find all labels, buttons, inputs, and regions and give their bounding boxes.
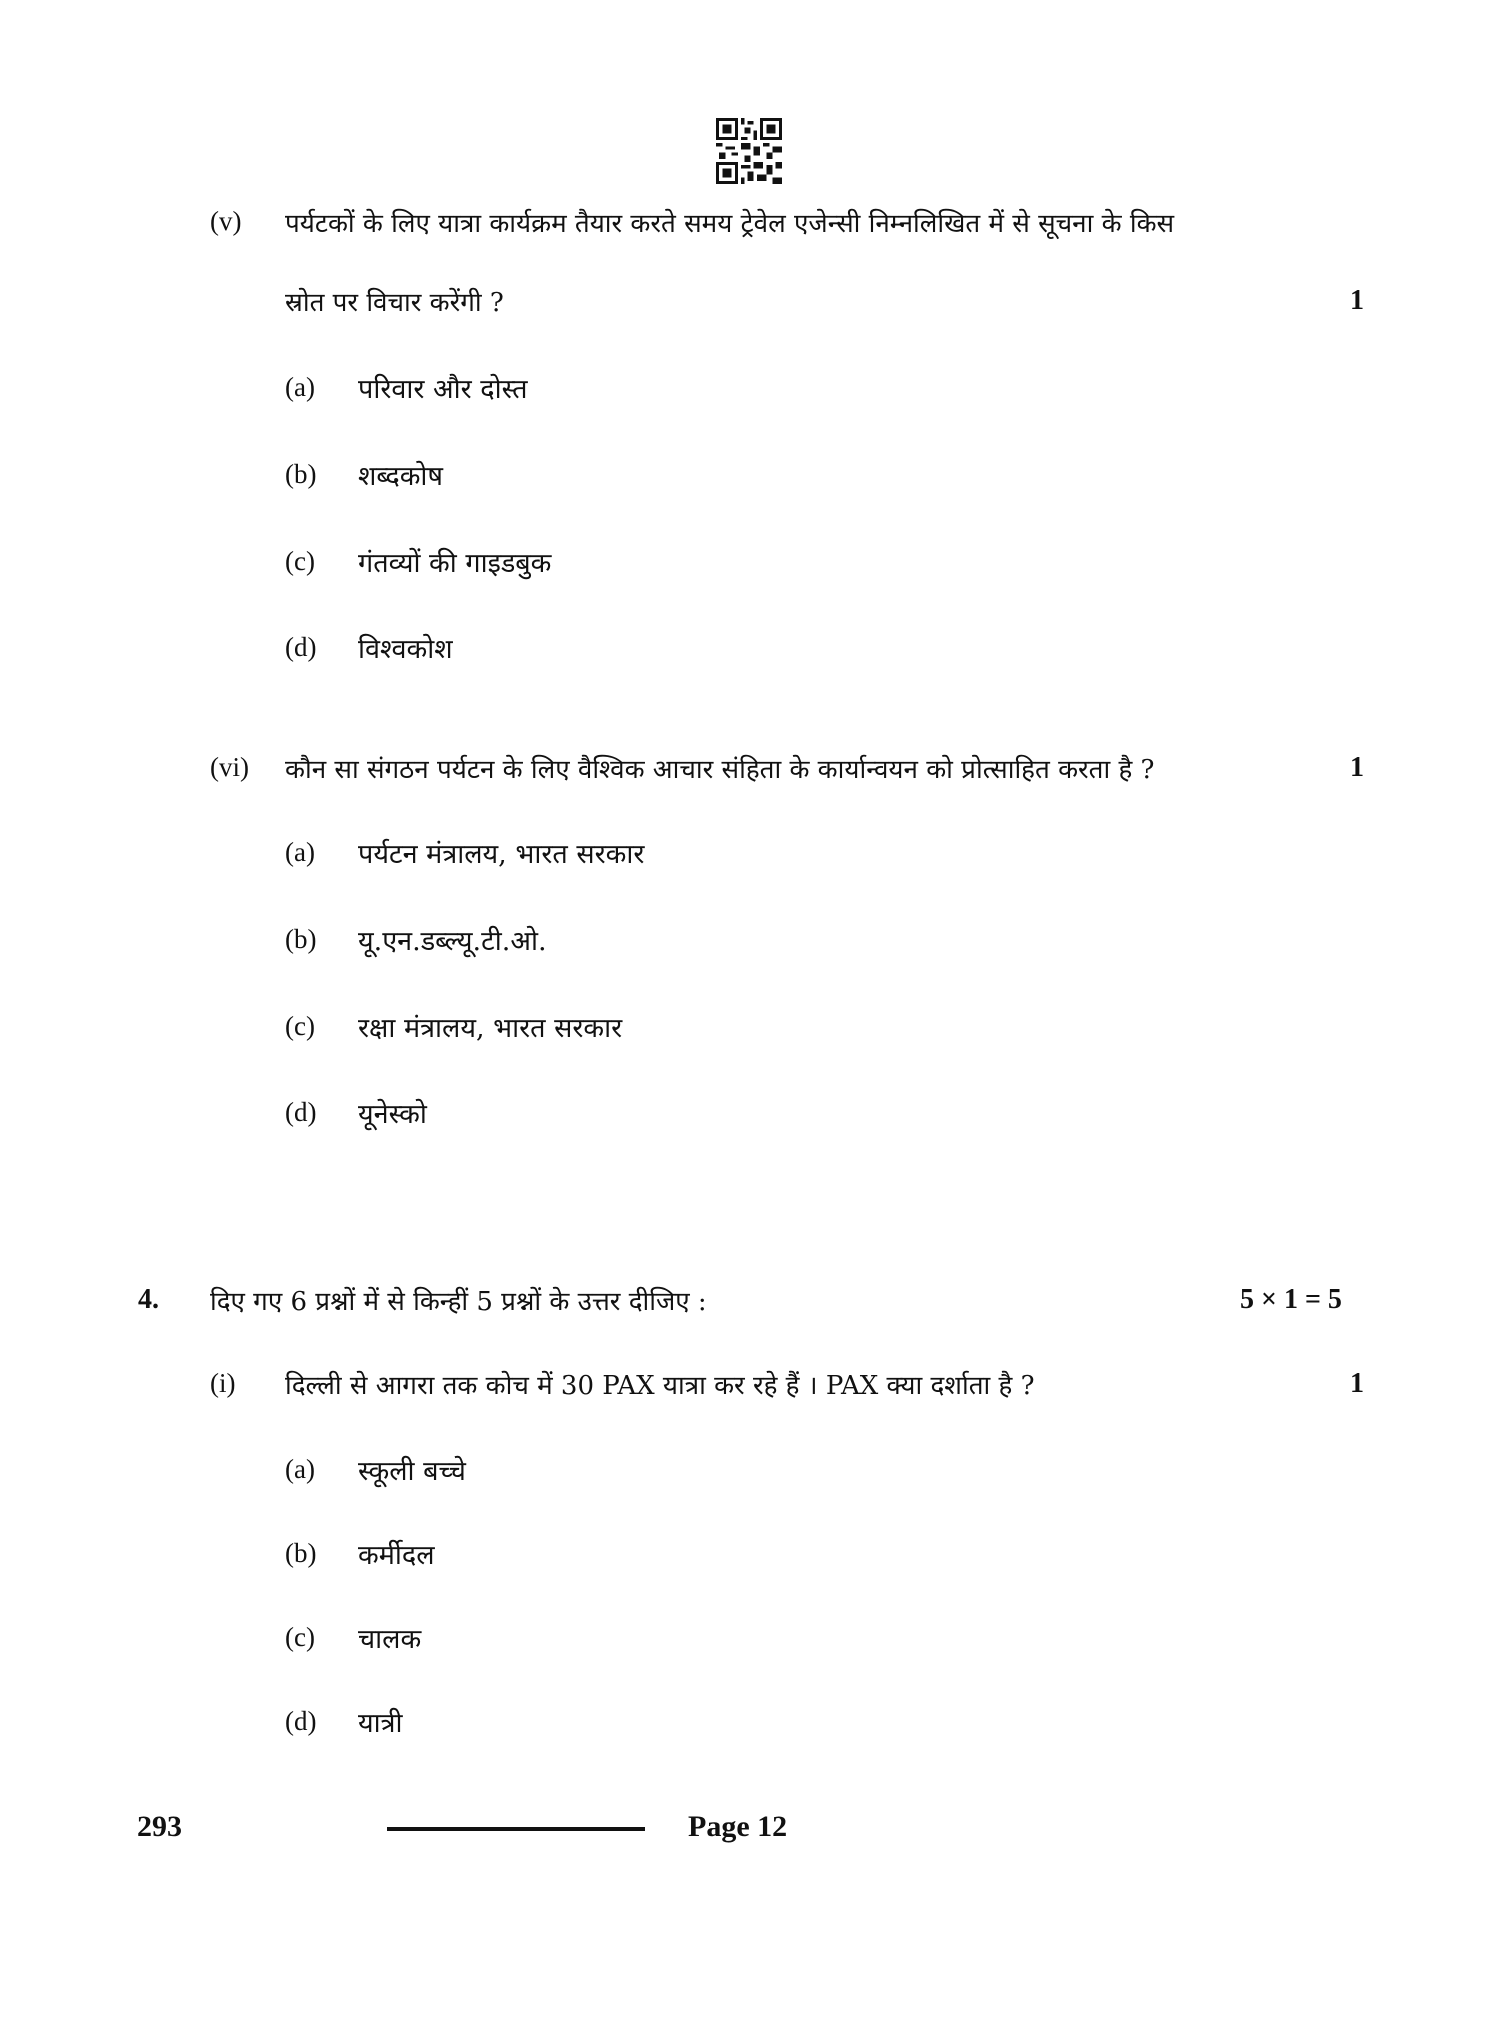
option-label: (b) (285, 459, 317, 489)
option-text: विश्वकोश (358, 634, 453, 665)
option-label: (b) (285, 924, 317, 954)
paper-code: 293 (137, 1810, 182, 1843)
question-vi-text: कौन सा संगठन पर्यटन के लिए वैश्विक आचार संहिता के कार्यान्वयन को प्रोत्साहित करता है ? (285, 755, 1155, 785)
question-v-text-line2: स्रोत पर विचार करेंगी ? (285, 288, 504, 318)
option-label: (a) (285, 837, 315, 867)
option-text: रक्षा मंत्रालय, भारत सरकार (358, 1013, 623, 1044)
option-text: पर्यटन मंत्रालय, भारत सरकार (358, 839, 645, 870)
option-label: (d) (285, 1706, 317, 1736)
question-4-marks: 5 × 1 = 5 (1240, 1284, 1342, 1315)
footer-divider (387, 1827, 645, 1831)
question-v-text-line1: पर्यटकों के लिए यात्रा कार्यक्रम तैयार करते समय ट्रेवेल एजेन्सी निम्नलिखित में से सूचना के किस (285, 209, 1175, 239)
option-label: (a) (285, 1454, 315, 1484)
question-4-i-marks: 1 (1350, 1368, 1364, 1399)
question-4-number: 4. (138, 1284, 159, 1315)
option-text: कर्मीदल (358, 1540, 435, 1571)
question-4-i-text: दिल्ली से आगरा तक कोच में 30 PAX यात्रा कर रहे हैं । PAX क्या दर्शाता है ? (285, 1371, 1035, 1401)
option-label: (b) (285, 1538, 317, 1568)
option-label: (d) (285, 632, 317, 662)
question-4-i-label: (i) (210, 1368, 236, 1398)
page-number: Page 12 (688, 1810, 788, 1843)
option-text: यूनेस्को (358, 1099, 427, 1130)
question-v-marks: 1 (1350, 285, 1364, 316)
option-label: (a) (285, 372, 315, 402)
option-text: परिवार और दोस्त (358, 374, 528, 405)
question-vi-label: (vi) (210, 752, 249, 782)
option-text: स्कूली बच्चे (358, 1456, 466, 1487)
option-text: गंतव्यों की गाइडबुक (358, 548, 552, 579)
question-4-instruction: दिए गए 6 प्रश्नों में से किन्हीं 5 प्रश्नों के उत्तर दीजिए : (210, 1287, 707, 1317)
qr-code-icon (716, 118, 782, 184)
question-vi-marks: 1 (1350, 752, 1364, 783)
option-label: (c) (285, 1622, 315, 1652)
option-text: यात्री (358, 1708, 403, 1739)
option-text: यू.एन.डब्ल्यू.टी.ओ. (358, 926, 547, 957)
option-text: चालक (358, 1624, 422, 1655)
option-label: (c) (285, 1011, 315, 1041)
option-text: शब्दकोष (358, 461, 444, 492)
option-label: (d) (285, 1097, 317, 1127)
question-v-label: (v) (210, 206, 242, 236)
option-label: (c) (285, 546, 315, 576)
